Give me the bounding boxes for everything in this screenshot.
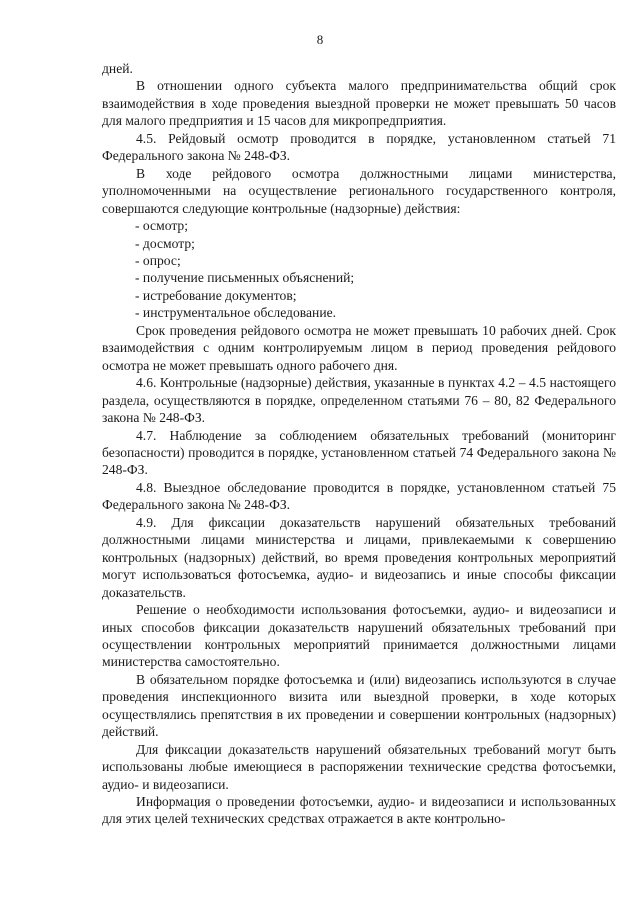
paragraph: В отношении одного субъекта малого предпринимательства общий срок взаимодействия в ходе проведения выездной проверки не может превышать 50 часов для малого предприятия и 15 часов для микропредприятия. [102,78,616,129]
list-item: - получение письменных объяснений; [135,270,355,286]
list-item: - истребование документов; [135,287,297,303]
paragraph: Для фиксации доказательств нарушений обязательных требований могут быть использованы любые имеющиеся в распоряжении технические средства фотосъемки, аудио- и видеозаписи. [102,741,616,792]
document-body [102,60,616,828]
list-item: - опрос; [135,252,181,268]
paragraph: 4.9. Для фиксации доказательств нарушений обязательных требований должностными лицами министерства и лицами, привлекаемыми к совершению контрольных (надзорных) действий, во время проведения контрольных мероприятий могут использоваться фотосъемка, аудио- и видеозапись и иные способы фиксации доказательств. [102,514,616,600]
page-number: 8 [316,32,324,47]
paragraph: дней. [102,61,133,76]
paragraph: В ходе рейдового осмотра должностными лицами министерства, уполномоченными на осуществление регионального государственного контроля, совершаются следующие контрольные (надзорные) действия: [102,165,616,216]
list-item: - досмотр; [135,235,195,251]
paragraph: В обязательном порядке фотосъемка и (или) видеозапись используются в случае проведения инспекционного визита или выездной проверки, в ходе которых осуществлялись препятствия в их проведении и совершении контрольных (надзорных) действий. [102,671,616,740]
list-item: - инструментальное обследование. [135,305,337,321]
paragraph: 4.6. Контрольные (надзорные) действия, указанные в пунктах 4.2 – 4.5 настоящего раздела, осуществляются в порядке, определенном статьями 76 – 80, 82 Федерального закона № 248-ФЗ. [102,375,616,426]
paragraph: 4.7. Наблюдение за соблюдением обязательных требований (мониторинг безопасности) проводится в порядке, установленном статьей 74 Федерального закона № 248-ФЗ. [102,427,616,478]
paragraph: Решение о необходимости использования фотосъемки, аудио- и видеозаписи и иных способов фиксации доказательств нарушений обязательных требований при осуществлении контрольных мероприятий принимается должностными лицами министерства самостоятельно. [102,602,616,670]
paragraph: 4.8. Выездное обследование проводится в порядке, установленном статьей 75 Федерального закона № 248-ФЗ. [102,479,616,513]
list-item: - осмотр; [135,218,188,234]
paragraph: 4.5. Рейдовый осмотр проводится в порядке, установленном статьей 71 Федерального закона № 248-ФЗ. [102,130,616,164]
paragraph: Срок проведения рейдового осмотра не может превышать 10 рабочих дней. Срок взаимодействия с одним контролируемым лицом в период проведения рейдового осмотра не может превышать одного рабочего дня. [102,322,616,373]
actions-list [102,217,616,322]
paragraph: Информация о проведении фотосъемки, аудио- и видеозаписи и использованных для этих целей технических средствах отражается в акте контрольно- [102,794,616,827]
